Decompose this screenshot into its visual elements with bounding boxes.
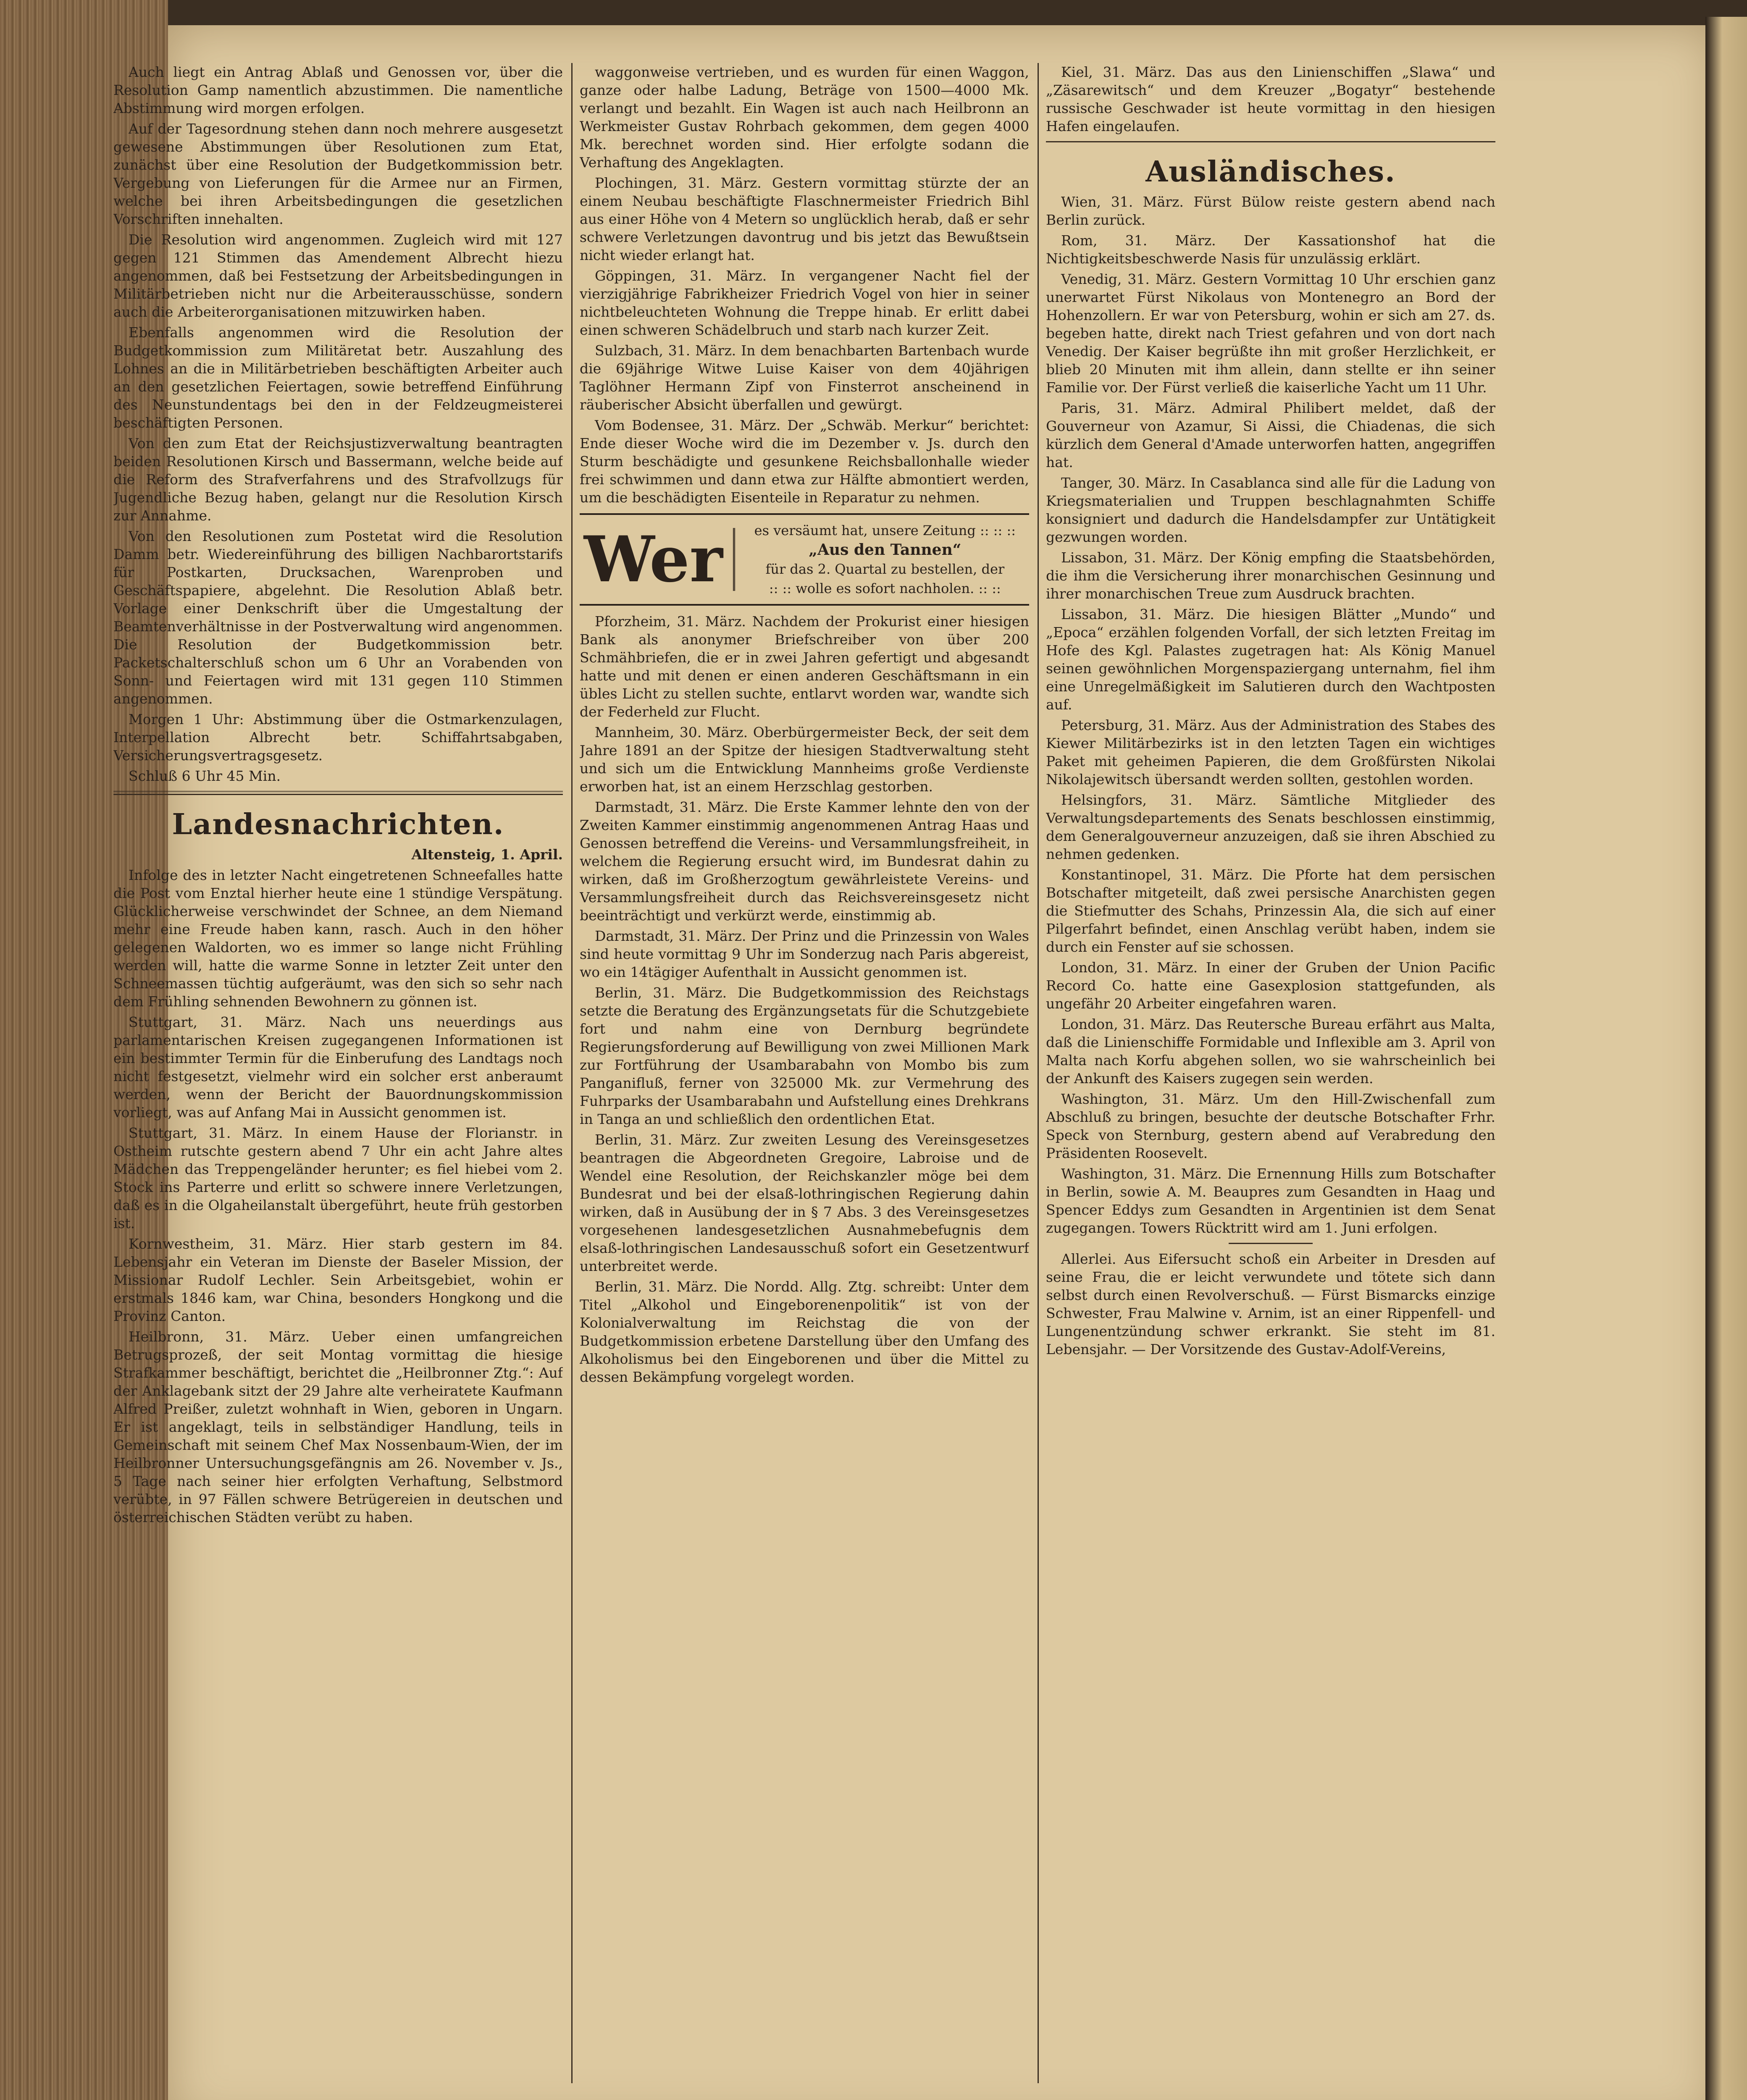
ad-body bbox=[735, 521, 1025, 598]
article-paragraph: Tanger, 30. März. In Casablanca sind alle für die Ladung von Kriegsmaterialien und Truppen beschlagnahmten Schiffe konsigniert und dadurch die Handelsdampfer zur Untätigkeit gezwungen worden. bbox=[1046, 475, 1495, 545]
article-paragraph: Wien, 31. März. Fürst Bülow reiste gestern abend nach Berlin zurück. bbox=[1046, 194, 1495, 228]
article-paragraph: Auf der Tagesordnung stehen dann noch mehrere ausgesetzt gewesene Abstimmungen über Resolutionen zum Etat, zunächst über eine Resolution der Budgetkommission betr. Vergebung von Lieferungen für die Armee nur an Firmen, welche bei ihren Arbeitsbedingungen die gesetzlichen Vorschriften innehalten. bbox=[113, 121, 563, 227]
article-paragraph: Paris, 31. März. Admiral Philibert meldet, daß der Gouverneur von Azamur, Si Aissi, die Chiadenas, die sich kürzlich dem General d'Amade unterworfen hatten, angegriffen hat. bbox=[1046, 400, 1495, 470]
article-paragraph: Stuttgart, 31. März. In einem Hause der Florianstr. in Ostheim rutschte gestern abend 7 Uhr ein acht Jahre altes Mädchen das Treppengeländer herunter; es fiel hiebei vom 2. Stock ins Parterre und erlitt so schwere innere Verletzungen, daß es in die Olgaheilanstalt übergeführt, heute früh gestorben ist. bbox=[113, 1125, 563, 1231]
article-paragraph: Infolge des in letzter Nacht eingetretenen Schneefalles hatte die Post vom Enztal hierher heute eine 1 stündige Verspätung. Glücklicherweise verschwindet der Schnee, an dem Niemand mehr eine Freude haben kann, rasch. Auch in den höher gelegenen Waldorten, wo es immer so lange nicht Frühling werden will, hatte die warme Sonne in letzter Zeit unter den Schneemassen tüchtig aufgeräumt, was den sich so sehr nach dem Frühling sehnenden Bewohnern zu gönnen ist. bbox=[113, 867, 563, 1010]
article-paragraph: Petersburg, 31. März. Aus der Administration des Stabes des Kiewer Militärbezirks ist in den letzten Tagen ein wichtiges Paket mit geheimen Papieren, die dem Großfürsten Nikolai Nikolajewitsch übersandt werden sollten, gestohlen worden. bbox=[1046, 717, 1495, 788]
article-paragraph: Lissabon, 31. März. Der König empfing die Staatsbehörden, die ihm die Versicherung ihrer monarchischen Gesinnung und ihrer monarchischen Treue zum Ausdruck brachten. bbox=[1046, 549, 1495, 602]
article-paragraph: Helsingfors, 31. März. Sämtliche Mitglieder des Verwaltungsdepartements des Senats beschlossen einstimmig, dem Generalgouverneur anzuzeigen, daß sie ihren Abschied zu nehmen gedenken. bbox=[1046, 792, 1495, 862]
column-rule bbox=[1038, 63, 1039, 2083]
article-paragraph: Berlin, 31. März. Zur zweiten Lesung des Vereinsgesetzes beantragen die Abgeordneten Gregoire, Labroise und de Wendel eine Resolution, der Reichskanzler möge bei dem Bundesrat und bei der elsaß-lothringischen Regierung dahin wirken, daß in Ausübung der in § 7 Abs. 3 des Vereinsgesetzes vorgesehenen landesgesetzlichen Ausnahmebefugnis dem elsaß-lothringischen Landesausschuß sofort ein Gesetzentwurf unterbreitet werde. bbox=[580, 1131, 1029, 1274]
dateline: Altensteig, 1. April. bbox=[411, 846, 563, 863]
article-paragraph: Berlin, 31. März. Die Budgetkommission des Reichstags setzte die Beratung des Ergänzungsetats für die Schutzgebiete fort und nahm eine von Dernburg begründete Regierungsforderung auf Bewilligung von zwei Millionen Mark zur Fortführung der Usambarabahn von Mombo bis zum Panganifluß, ferner von 325000 Mk. zur Vermehrung des Fuhrparks der Usambarabahn und Aufstellung eines Drehkrans in Tanga an und schließlich den ordentlichen Etat. bbox=[580, 984, 1029, 1127]
article-paragraph: London, 31. März. In einer der Gruben der Union Pacific Record Co. hatte eine Gasexplosion stattgefunden, als ungefähr 20 Arbeiter eingefahren waren. bbox=[1046, 959, 1495, 1012]
article-paragraph: Göppingen, 31. März. In vergangener Nacht fiel der vierzigjährige Fabrikheizer Friedrich Vogel von hier in seiner nichtbeleuchteten Wohnung die Treppe hinab. Er erlitt dabei einen schweren Schädelbruch und starb nach kurzer Zeit. bbox=[580, 268, 1029, 338]
section-heading-auslaendisches: Ausländisches. bbox=[1145, 155, 1396, 189]
column-3 bbox=[1046, 63, 1495, 2079]
article-paragraph: Schluß 6 Uhr 45 Min. bbox=[129, 768, 281, 784]
column-2 bbox=[580, 63, 1029, 2079]
ad-line: es versäumt hat, unsere Zeitung :: :: :: bbox=[754, 522, 1016, 538]
article-paragraph: Darmstadt, 31. März. Die Erste Kammer lehnte den von der Zweiten Kammer einstimmig angenommenen Antrag Haas und Genossen betreffend die Vereins- und Versammlungsfreiheit, in welchem die Regierung ersucht wird, im Bundesrat dahin zu wirken, daß im Großherzogtum gewährleistete Vereins- und Versammlungsfreiheit durch das Reichsvereinsgesetz nicht beeinträchtigt und verkürzt werde, einstimmig ab. bbox=[580, 799, 1029, 924]
ad-line: :: :: wolle es sofort nachholen. :: :: bbox=[769, 580, 1001, 596]
article-paragraph: Darmstadt, 31. März. Der Prinz und die Prinzessin von Wales sind heute vormittag 9 Uhr im Sonderzug nach Paris abgereist, wo ein 14tägiger Aufenthalt in Aussicht genommen ist. bbox=[580, 928, 1029, 980]
ad-newspaper-title: „Aus den Tannen“ bbox=[809, 541, 962, 559]
article-paragraph: London, 31. März. Das Reutersche Bureau erfährt aus Malta, daß die Linienschiffe Formidable und Inflexible am 3. April von Malta nach Korfu abgehen sollen, wo sie wahrscheinlich bei der Ankunft des Kaisers zugegen sein werden. bbox=[1046, 1016, 1495, 1087]
article-paragraph: Auch liegt ein Antrag Ablaß und Genossen vor, über die Resolution Gamp namentlich abzustimmen. Die namentliche Abstimmung wird morgen erfolgen. bbox=[113, 64, 563, 116]
next-page-edge bbox=[1705, 17, 1747, 2100]
article-paragraph: Washington, 31. März. Die Ernennung Hills zum Botschafter in Berlin, sowie A. M. Beaupres zum Gesandten in Haag und Spencer Eddys zum Gesandten in Argentinien ist dem Senat zugegangen. Towers Rücktritt wird am 1. Juni erfolgen. bbox=[1046, 1166, 1495, 1236]
article-paragraph: waggonweise vertrieben, und es wurden für einen Waggon, ganze oder halbe Ladung, Beträge von 1500—4000 Mk. verlangt und bezahlt. Ein Wagen ist auch nach Heilbronn an Werkmeister Gustav Rohrbach gekommen, dem gegen 4000 Mk. berechnet worden sind. Hier erfolgte sodann die Verhaftung des Angeklagten. bbox=[580, 64, 1029, 171]
article-paragraph: Morgen 1 Uhr: Abstimmung über die Ostmarkenzulagen, Interpellation Albrecht betr. Schiffahrtsabgaben, Versicherungsvertragsgesetz. bbox=[113, 711, 563, 764]
article-paragraph: Kiel, 31. März. Das aus den Linienschiffen „Slawa“ und „Zäsarewitsch“ und dem Kreuzer „Bogatyr“ bestehende russische Geschwader ist heute vormittag in den hiesigen Hafen eingelaufen. bbox=[1046, 64, 1495, 134]
column-rule bbox=[571, 63, 573, 2083]
article-paragraph: Pforzheim, 31. März. Nachdem der Prokurist einer hiesigen Bank als anonymer Briefschreiber von über 200 Schmähbriefen, die er in zwei Jahren gefertigt und abgesandt hatte und mit denen er einen anderen Geschäftsmann in ein übles Licht zu stellen suchte, entlarvt worden war, wandte sich der Federheld zur Flucht. bbox=[580, 613, 1029, 720]
article-paragraph: Venedig, 31. März. Gestern Vormittag 10 Uhr erschien ganz unerwartet Fürst Nikolaus von Montenegro an Bord der Hohenzollern. Er war von Petersburg, wohin er sich am 27. ds. begeben hatte, direkt nach Triest gefahren und von dort nach Venedig. Der Kaiser begrüßte ihn mit großer Herzlichkeit, er blieb 20 Minuten mit ihm allein, dann stellte er ihn seiner Familie vor. Der Fürst verließ die kaiserliche Yacht um 11 Uhr. bbox=[1046, 271, 1495, 396]
article-paragraph: Die Resolution wird angenommen. Zugleich wird mit 127 gegen 121 Stimmen das Amendement Albrecht hiezu angenommen, daß bei Festsetzung der Arbeitsbedingungen in Militärbetrieben nicht nur die Arbeiterausschüsse, sondern auch die Arbeiterorganisationen mitzuwirken haben. bbox=[113, 231, 563, 320]
section-divider bbox=[113, 791, 563, 795]
article-paragraph: Vom Bodensee, 31. März. Der „Schwäb. Merkur“ berichtet: Ende dieser Woche wird die im Dezember v. Js. durch den Sturm beschädigte und gesunkene Reichsballonhalle wieder frei schwimmen und dann etwa zur Hälfte abmontiert werden, um die beschädigten Eisenteile in Reparatur zu nehmen. bbox=[580, 417, 1029, 506]
section-divider bbox=[1046, 141, 1495, 142]
article-paragraph: Kornwestheim, 31. März. Hier starb gestern im 84. Lebensjahr ein Veteran im Dienste der Baseler Mission, der Missionar Rudolf Lechler. Sein Arbeitsgebiet, wohin er erstmals 1846 kam, war China, besonders Hongkong und die Provinz Canton. bbox=[113, 1236, 563, 1324]
article-paragraph: Plochingen, 31. März. Gestern vormittag stürzte der an einem Neubau beschäftigte Flaschnermeister Friedrich Bihl aus einer Höhe von 4 Metern so unglücklich herab, daß er sehr schwere Verletzungen davontrug und bis jetzt das Bewußtsein nicht wieder erlangt hat. bbox=[580, 175, 1029, 263]
section-divider bbox=[1229, 1243, 1313, 1244]
article-paragraph: Stuttgart, 31. März. Nach uns neuerdings aus parlamentarischen Kreisen zugegangenen Informationen ist ein bestimmter Termin für die Einberufung des Landtags noch nicht festgesetzt, vielmehr wird ein solcher erst anberaumt werden, wenn der Bericht der Bauordnungskommission vorliegt, was auf Anfang Mai in Aussicht genommen ist. bbox=[113, 1014, 563, 1121]
article-paragraph: Sulzbach, 31. März. In dem benachbarten Bartenbach wurde die 69jährige Witwe Luise Kaiser von dem 40jährigen Taglöhner Hermann Zipf von Finsterrot anscheinend in räuberischer Absicht überfallen und gewürgt. bbox=[580, 342, 1029, 413]
article-paragraph: Von den zum Etat der Reichsjustizverwaltung beantragten beiden Resolutionen Kirsch und Bassermann, welche beide auf die Reform des Strafverfahrens und des Strafvollzugs für Jugendliche Bezug haben, gelangt nur die Resolution Kirsch zur Annahme. bbox=[113, 435, 563, 524]
article-paragraph: Konstantinopel, 31. März. Die Pforte hat dem persischen Botschafter mitgeteilt, daß zwei persische Anarchisten gegen die Stiefmutter des Schahs, Prinzessin Ala, die sich auf einer Pilgerfahrt befindet, einen Anschlag verübt haben, indem sie durch ein Fenster auf sie schossen. bbox=[1046, 866, 1495, 955]
ad-headline-word: Wer bbox=[584, 528, 735, 591]
ad-line: für das 2. Quartal zu bestellen, der bbox=[765, 561, 1005, 577]
article-paragraph: Ebenfalls angenommen wird die Resolution der Budgetkommission zum Militäretat betr. Auszahlung des Lohnes an die in Militärbetrieben beschäftigten Arbeiter auch an den gesetzlichen Feiertagen, sowie betreffend Einführung des Neunstundentags bei den in der Feldzeugmeisterei beschäftigten Personen. bbox=[113, 324, 563, 431]
section-heading-landesnachrichten: Landesnachrichten. bbox=[172, 808, 504, 841]
article-paragraph: Berlin, 31. März. Die Nordd. Allg. Ztg. schreibt: Unter dem Titel „Alkohol und Eingeborenenpolitik“ ist von der Kolonialverwaltung im Reichstag die von der Budgetkommission erbetene Darstellung über den Umfang des Alkoholismus bei den Eingeborenen und über die Mittel zu dessen Bekämpfung vorgelegt worden. bbox=[580, 1278, 1029, 1385]
article-paragraph: Heilbronn, 31. März. Ueber einen umfangreichen Betrugsprozeß, der seit Montag vormittag die hiesige Strafkammer beschäftigt, berichtet die „Heilbronner Ztg.“: Auf der Anklagebank sitzt der 29 Jahre alte verheiratete Kaufmann Alfred Preißer, zuletzt wohnhaft in Wien, geboren in Ungarn. Er ist angeklagt, teils in selbständiger Handlung, teils in Gemeinschaft mit seinem Chef Max Nossenbaum-Wien, der im Heilbronner Untersuchungsgefängnis am 26. November v. Js., 5 Tage nach seiner hier erfolgten Verhaftung, Selbstmord verübte, in 97 Fällen schwere Betrügereien in deutschen und österreichischen Städten verübt zu haben. bbox=[113, 1328, 563, 1525]
subscription-advertisement bbox=[580, 513, 1029, 606]
article-paragraph: Mannheim, 30. März. Oberbürgermeister Beck, der seit dem Jahre 1891 an der Spitze der hiesigen Stadtverwaltung steht und sich um die Entwicklung Mannheims große Verdienste erworben hat, ist an einem Herzschlag gestorben. bbox=[580, 724, 1029, 795]
article-paragraph: Rom, 31. März. Der Kassationshof hat die Nichtigkeitsbeschwerde Nasis für unzulässig erklärt. bbox=[1046, 232, 1495, 267]
article-paragraph: Lissabon, 31. März. Die hiesigen Blätter „Mundo“ und „Epoca“ erzählen folgenden Vorfall, der sich letzten Freitag im Hofe des Kgl. Palastes zugetragen hat: Als König Manuel seinen gewöhnlichen Morgenspaziergang unternahm, fiel ihm eine Unregelmäßigkeit im Salutieren durch den Wachtposten auf. bbox=[1046, 606, 1495, 713]
article-paragraph: Washington, 31. März. Um den Hill-Zwischenfall zum Abschluß zu bringen, besuchte der deutsche Botschafter Frhr. Speck von Sternburg, gestern abend auf Verabredung den Präsidenten Roosevelt. bbox=[1046, 1091, 1495, 1161]
article-paragraph: Allerlei. Aus Eifersucht schoß ein Arbeiter in Dresden auf seine Frau, die er leicht verwundete und tötete sich dann selbst durch einen Revolverschuß. — Fürst Bismarcks einzige Schwester, Frau Malwine v. Arnim, ist an einer Rippenfell- und Lungenentzündung schwer erkrankt. Sie steht im 81. Lebensjahr. — Der Vorsitzende des Gustav-Adolf-Vereins, bbox=[1046, 1251, 1495, 1357]
article-paragraph: Von den Resolutionen zum Postetat wird die Resolution Damm betr. Wiedereinführung des billigen Nachbarortstarifs für Postkarten, Drucksachen, Warenproben und Geschäftspapiere, abgelehnt. Die Resolution Ablaß betr. Vorlage einer Denkschrift über die Umgestaltung der Beamtenverhältnisse in der Postverwaltung wird angenommen. Die Resolution der Budgetkommission betr. Packetschalterschluß schon um 6 Uhr an Vorabenden von Sonn- und Feiertagen wird mit 131 gegen 110 Stimmen angenommen. bbox=[113, 528, 563, 707]
column-1 bbox=[113, 63, 563, 2079]
